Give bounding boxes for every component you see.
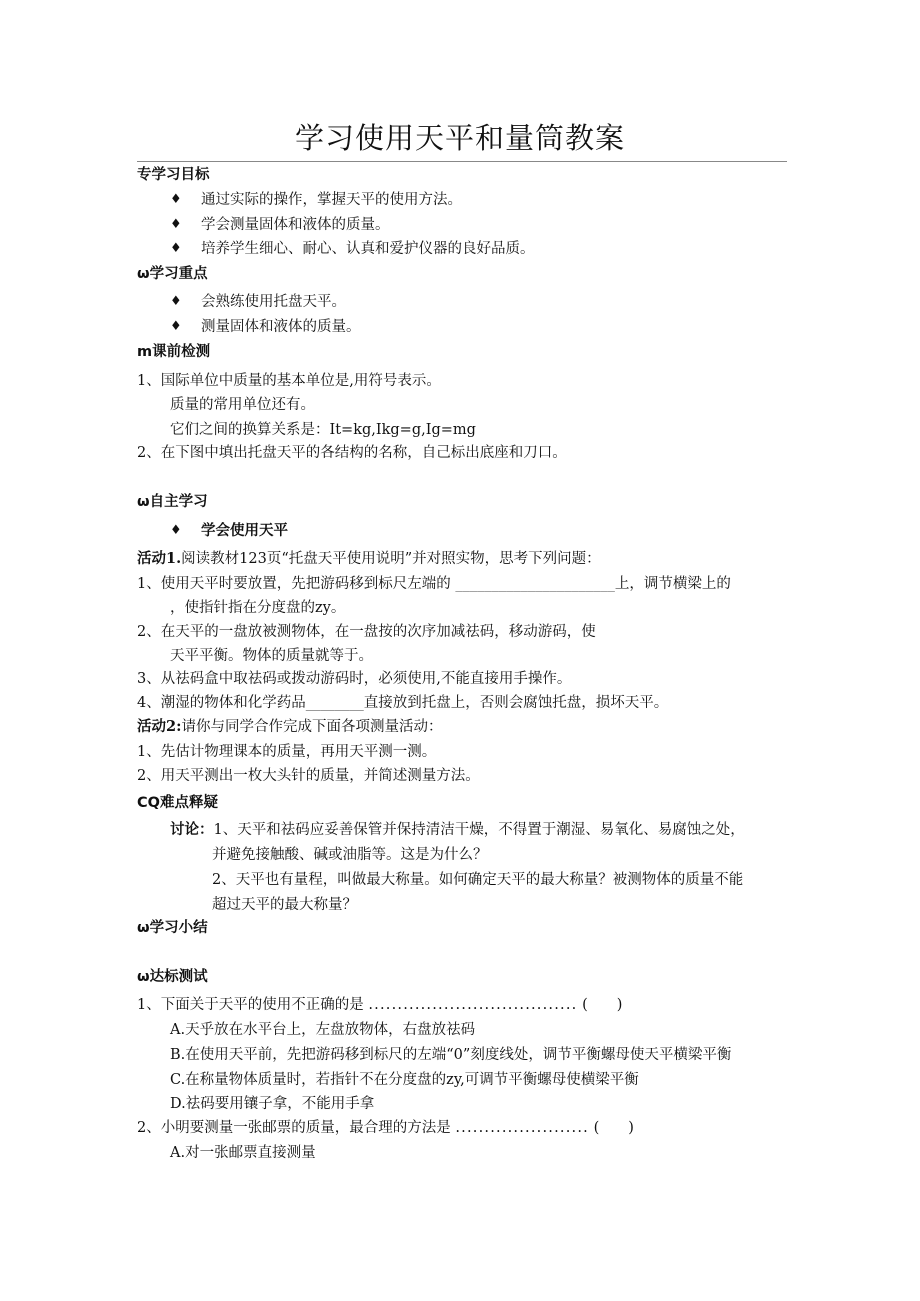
activity1-label: 活动1. — [137, 550, 182, 567]
step3-line: 3、从祛码盒中取祛码或拨动游码时，必须使用,不能直接用手操作。 — [137, 671, 572, 687]
discuss-item-1: 1、天平和祛码应妥善保管并保持清洁干燥，不得置于潮湿、易氧化、易腐蚀之处， — [213, 822, 745, 838]
fill-blank: ________ — [305, 695, 364, 711]
test-q2-text: 2、小明要测量一张邮票的质量，最合理的方法是 — [137, 1120, 451, 1136]
bullet-icon: ♦ — [170, 319, 182, 334]
bullet-icon: ♦ — [170, 241, 182, 256]
key-point-item: 会熟练使用托盘天平。 — [201, 294, 346, 310]
test-q1-option-d: D.祛码要用镶子拿，不能用手拿 — [170, 1096, 375, 1112]
discuss-item-1-line2: 并避免接触酸、碱或油脂等。这是为什么？ — [212, 847, 488, 863]
goal-item: 通过实际的操作，掌握天平的使用方法。 — [201, 192, 462, 208]
step2-line2: 天平平衡。物体的质量就等于。 — [170, 648, 373, 664]
section-heading-key-points: ω学习重点 — [137, 266, 208, 282]
discuss-label: 讨论： — [170, 821, 214, 838]
leader-dots: ....................... — [455, 1120, 589, 1136]
pre-test-q1-line3: 它们之间的换算关系是：It=kg,Ikg=g,Ig=mg — [170, 422, 476, 438]
step2-line: 2、在天平的一盘放被测物体，在一盘按的次序加减祛码，移动游码，使 — [137, 624, 596, 640]
activity2-item: 1、先估计物理课本的质量，再用天平测一测。 — [137, 744, 437, 760]
bullet-icon: ♦ — [170, 523, 182, 538]
goal-item: 学会测量固体和液体的质量。 — [201, 217, 390, 233]
test-q2 — [137, 1118, 634, 1138]
bullet-icon: ♦ — [170, 294, 182, 309]
answer-paren: ( ) — [593, 1120, 634, 1136]
step1-line — [137, 574, 731, 594]
goal-item: 培养学生细心、耐心、认真和爱护仪器的良好品质。 — [201, 241, 535, 257]
activity2-item: 2、用天平测出一枚大头针的质量，并简述测量方法。 — [137, 768, 480, 784]
section-heading-goals: 专学习目标 — [137, 167, 210, 183]
fill-blank: ______________________ — [455, 576, 615, 592]
pre-test-q1-line2: 质量的常用单位还有。 — [170, 397, 315, 413]
self-study-subheading: 学会使用天平 — [201, 523, 288, 539]
section-heading-test: ω达标测试 — [137, 969, 208, 985]
activity2-text: 请你与同学合作完成下面各项测量活动： — [181, 719, 443, 735]
discuss-item-2-line2: 超过天平的最大称量？ — [212, 897, 357, 913]
pre-test-q1: 1、国际单位中质量的基本单位是,用符号表示。 — [137, 373, 441, 389]
discuss-item-2: 2、天平也有量程，叫做最大称量。如何确定天平的最大称量？被测物体的质量不能 — [212, 872, 744, 888]
test-q1-text: 1、下面关于天平的使用不正确的是 — [137, 997, 364, 1013]
bullet-icon: ♦ — [170, 217, 182, 232]
section-heading-pre-test: m课前检测 — [137, 344, 211, 360]
page-title: 学习使用天平和量筒教案 — [294, 121, 625, 155]
activity1-line — [137, 549, 601, 569]
step4-text: 4、潮湿的物体和化学药品 — [137, 695, 306, 711]
activity1-text: 阅读教材123页“托盘天平使用说明”并对照实物，思考下列问题： — [181, 551, 601, 567]
activity2-label: 活动2: — [137, 718, 182, 735]
key-point-item: 测量固体和液体的质量。 — [201, 319, 361, 335]
step4-line — [137, 693, 668, 713]
section-heading-difficult: CQ难点释疑 — [137, 795, 218, 811]
step1-text: 1、使用天平时要放置，先把游码移到标尺左端的 — [137, 576, 451, 592]
leader-dots: .................................... — [368, 997, 578, 1013]
section-heading-summary: ω学习小结 — [137, 920, 208, 936]
test-q2-option-a: A.对一张邮票直接测量 — [170, 1145, 316, 1161]
test-q1 — [137, 995, 622, 1015]
answer-paren: ( ) — [582, 997, 623, 1013]
step4-text-end: 直接放到托盘上，否则会腐蚀托盘，损坏天平。 — [363, 695, 669, 711]
discuss-line1 — [170, 820, 745, 840]
step1-text-end: 上，调节横梁上的 — [614, 576, 731, 592]
section-heading-self-study: ω自主学习 — [137, 494, 208, 510]
activity2-line — [137, 717, 442, 737]
test-q1-option-b: B.在使用天平前，先把游码移到标尺的左端“0”刻度线处，调节平衡螺母使天平横梁平衡 — [170, 1047, 732, 1063]
bullet-icon: ♦ — [170, 192, 182, 207]
test-q1-option-a: A.天乎放在水平台上，左盘放物体，右盘放祛码 — [170, 1022, 476, 1038]
test-q1-option-c: C.在称量物体质量时，若指针不在分度盘的zy,可调节平衡螺母使横梁平衡 — [170, 1072, 639, 1088]
pre-test-q2: 2、在下图中填出托盘天平的各结构的名称，自己标出底座和刀口。 — [137, 445, 567, 461]
title-divider — [137, 161, 787, 162]
step1-line2: ，使指针指在分度盘的zy。 — [170, 600, 346, 616]
